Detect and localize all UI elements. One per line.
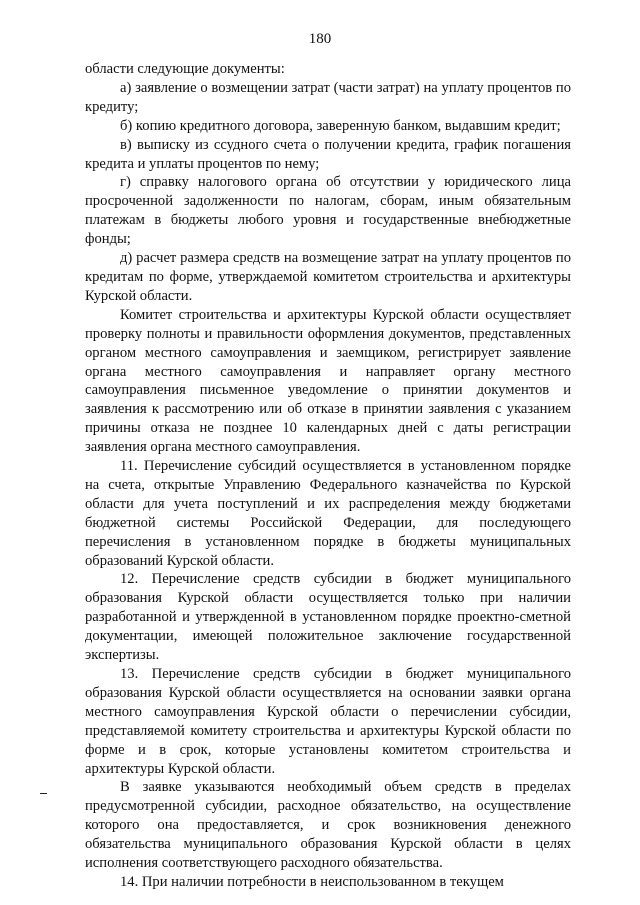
paragraph-item-a: а) заявление о возмещении затрат (части затрат) на уплату процентов по кредиту; <box>85 79 571 115</box>
paragraph-continuation: области следующие документы: <box>85 61 285 77</box>
paragraph-item-b: б) копию кредитного договора, заверенную банком, выдавшим кредит; <box>120 117 561 134</box>
paragraph-12: 12. Перечисление средств субсидии в бюджет муниципального образования Курской области осуществляется только при наличии разработанной и утвержденной в установленном порядке проектно-сметной документации, имеющей положительное заключение государственной экспертизы. <box>85 571 571 664</box>
margin-dash-mark <box>40 793 47 794</box>
paragraph-item-d: д) расчет размера средств на возмещение затрат на уплату процентов по кредитам по форме, утверждаемой комитетом строительства и архитектуры Курской области. <box>85 250 571 304</box>
paragraph-11: 11. Перечисление субсидий осуществляется в установленном порядке на счета, открытые Управлению Федерального казначейства по Курской области для учета поступлений и их распределения между бюджетами бюджетной системы Российской Федерации, для последующего перечисления в установленном порядке в бюджеты муниципальных образований Курской области. <box>85 458 571 569</box>
document-body <box>85 60 571 892</box>
page-number: 180 <box>308 31 332 47</box>
paragraph-item-v: в) выписку из ссудного счета о получении кредита, график погашения кредита и уплаты процентов по нему; <box>85 136 571 172</box>
paragraph-request-contents: В заявке указываются необходимый объем средств в пределах предусмотренной субсидии, расходное обязательство, на осуществление которого она предоставляется, и срок возникновения денежного обязательства муниципального образования Курской области в целях исполнения соответствующего расходного обязательства. <box>85 779 571 872</box>
paragraph-14: 14. При наличии потребности в неиспользованном в текущем <box>120 873 504 890</box>
paragraph-13: 13. Перечисление средств субсидии в бюджет муниципального образования Курской области осуществляется на основании заявки органа местного самоуправления Курской области о перечислении субсидии, представляемой комитету строительства и архитектуры Курской области по форме и в срок, которые установлены комитетом строительства и архитектуры Курской области. <box>85 666 571 777</box>
paragraph-committee-review: Комитет строительства и архитектуры Курской области осуществляет проверку полноты и правильности оформления документов, представленных органом местного самоуправления и заемщиком, регистрирует заявление органа местного самоуправления и направляет органу местного самоуправления письменное уведомление о принятии документов и заявления к рассмотрению или об отказе в принятии заявления с указанием причины отказа не позднее 10 календарных дней с даты регистрации заявления органа местного самоуправления. <box>85 306 571 456</box>
paragraph-item-g: г) справку налогового органа об отсутствии у юридического лица просроченной задолженности по налогам, сборам, иным обязательным платежам в бюджеты любого уровня и государственные внебюджетные фонды; <box>85 174 571 248</box>
